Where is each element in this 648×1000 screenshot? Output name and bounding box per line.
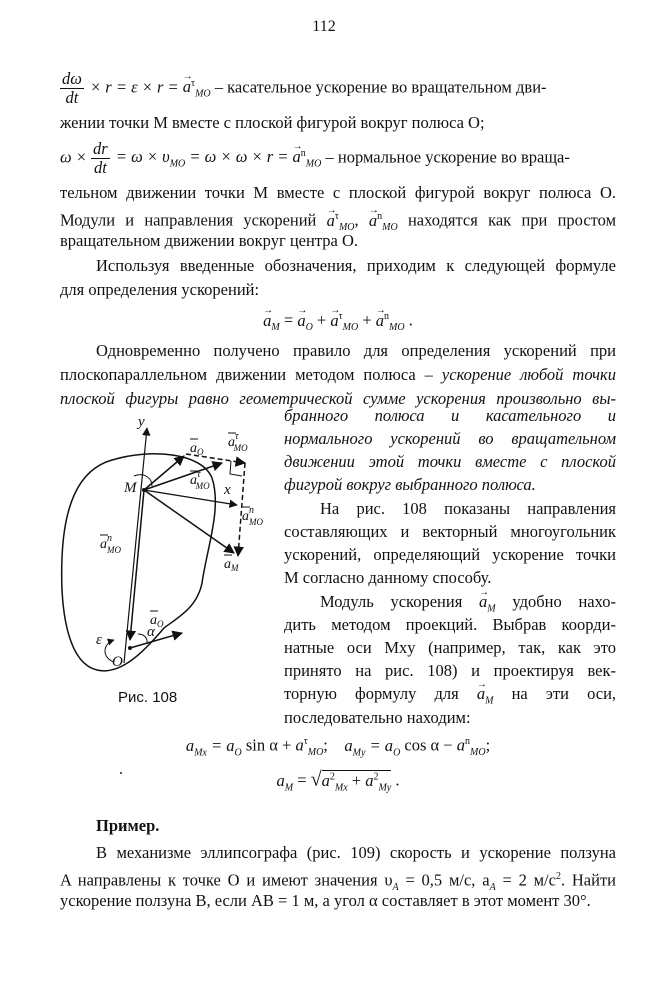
col-line: натные оси Mxy (например, так, как это (284, 638, 616, 657)
label-aO-top: $a_O$ (190, 441, 204, 457)
label-O: O (112, 654, 123, 670)
col-line: принято на рис. 108) и проектируя век- (284, 661, 616, 680)
text-span: движении этой точки вместе с плоской (284, 452, 616, 471)
label-aMOn-left: $a^n$ MO (100, 533, 121, 555)
text-line: В механизме эллипсографа (рис. 109) скорость и ускорение ползуна (96, 843, 616, 862)
text-line: Модули и направления ускорений → $a^\tau_{MO}$, → $a^n_{MO}$ находятся как при простом (60, 206, 616, 239)
text-span: удобно нахо- (512, 592, 616, 611)
label-y: y (138, 414, 145, 430)
text-span: бранного полюса и касательного и (284, 406, 616, 425)
text-line: жении точки M вместе с плоской фигурой вокруг полюса O; (60, 113, 485, 132)
text-span: Модуль ускорения (320, 592, 463, 611)
text-span: нормального ускорений во вращательном (284, 429, 616, 448)
text-span: плоскопараллельном движении методом полюса – (60, 365, 433, 384)
text-line: Одновременно получено правило для определения ускорений при (96, 341, 616, 360)
text-span: . Найти (560, 870, 616, 890)
equation-total-acceleration: → $a_M$ = → $a_O$ + → $a^\tau_{MO}$ + → $a^n_{MO}$ . (60, 306, 616, 339)
text-line: Используя введенные обозначения, приходим к следующей формуле (96, 256, 616, 275)
vector-aO-at-M (144, 456, 184, 490)
label-aMOn-right: $a^n$ MO (242, 505, 263, 527)
vector-aM (144, 490, 234, 553)
text-span: = 2 м/с (502, 870, 556, 890)
vector-aO-at-O (130, 633, 182, 648)
text-line: для определения ускорений: (60, 280, 260, 299)
label-x: x (224, 482, 231, 498)
col-line (284, 450, 616, 473)
col-line: На рис. 108 показаны направления (320, 499, 616, 518)
vector-aMOt-at-M (144, 463, 222, 490)
text-line: тельном движении точки M вместе с плоской фигурой вокруг полюса O. (60, 183, 616, 202)
label-epsilon: ε (96, 632, 102, 648)
label-aM: $a_M$ (224, 557, 239, 573)
label-M: M (124, 480, 137, 496)
label-aO-bottom: $a_O$ (150, 613, 164, 629)
text-line (60, 364, 616, 386)
equation-tangential: $\frac{d\omega}{dt}$ × r = ε × r = → $a^\tau_{MO}$ – касательное ускорение во вращательном дви- (60, 70, 616, 107)
text-span: на эти оси, (511, 684, 617, 703)
eq2-description: – нормальное ускорение во враща- (325, 147, 570, 167)
col-line (284, 473, 616, 496)
col-line (284, 427, 616, 450)
text-span: Пример. (96, 816, 160, 835)
col-line: последовательно находим: (284, 708, 471, 727)
label-aMOt-right: $a^\tau$ MO (228, 431, 248, 453)
fraction-domega-dt: $\frac{d\omega}{dt}$ (62, 69, 82, 107)
text-line: ускорение ползуна B, если AB = 1 м, а угол α составляет в этот момент 30°. (60, 891, 591, 910)
text-span: Модули и направления ускорений (60, 210, 317, 230)
col-line: дить методом проекций. Выбрав коорди- (284, 615, 616, 634)
figure-108 (52, 408, 282, 686)
col-line: Модуль ускорения → $a_M$ удобно нахо- (284, 590, 616, 621)
text-span: торную формулу для (284, 684, 459, 703)
equation-normal: ω × $\frac{dr}{dt}$ = $\omega \times \upsilon_{MO} = \omega \times \omega \times r$ = → $a^n_{MO}$ – нормальное ускорение во враща- (60, 140, 616, 177)
col-line: ускорений, определяющий ускорение точки (284, 545, 616, 564)
col-line: M согласно данному способу. (284, 568, 492, 587)
text-span: A направлены к точке O и имеют значения υ (60, 870, 393, 890)
figure-caption: Рис. 108 (118, 689, 178, 706)
y-axis (124, 428, 147, 663)
text-span: плоской фигуры равно геометрической сумме ускорения произвольно вы- (60, 389, 616, 408)
alpha-arc (138, 634, 147, 644)
page-number: 112 (312, 18, 336, 35)
point-M (142, 488, 146, 492)
right-angle-mark (230, 461, 242, 476)
equation-magnitude: $a_M = √a^2_{Mx} + a^2_{My}$ . (276, 768, 400, 793)
text-span: ускорение любой точки (441, 365, 616, 384)
text-line: A направлены к точке O и имеют значения $\upsilon_A = 0,5$ м/с, $a_A = 2$ $м/с^2$. Найти (60, 870, 616, 893)
vector-aMOn (130, 490, 144, 640)
label-alpha: α (147, 624, 155, 640)
col-line: составляющих и векторный многоугольник (284, 522, 616, 541)
text-span: = 0,5 м/с, a (405, 870, 490, 890)
fraction-dr-dt: $\frac{dr}{dt}$ (93, 139, 108, 177)
col-line (284, 404, 616, 427)
text-span: находятся как при простом (407, 210, 617, 230)
label-aMOt-mid: $a^\tau$ MO (190, 469, 210, 491)
equation-projections: $a_{Mx} = a_O$ $\sin \alpha + a^\tau_{MO}$; $a_{My} = a_O$ $\cos \alpha - a^n_{MO}$; (185, 735, 491, 758)
eq1-description: – касательное ускорение во вращательном дви- (214, 77, 547, 97)
text-line: вращательном движении вокруг центра O. (60, 231, 358, 250)
text-span: фигурой вокруг выбранного полюса. (284, 475, 536, 494)
example-title (60, 815, 648, 837)
point-O (128, 646, 132, 650)
col-line: торную формулу для → $a_M$ на эти оси, (284, 682, 616, 713)
angle-arc-at-M (134, 475, 152, 486)
